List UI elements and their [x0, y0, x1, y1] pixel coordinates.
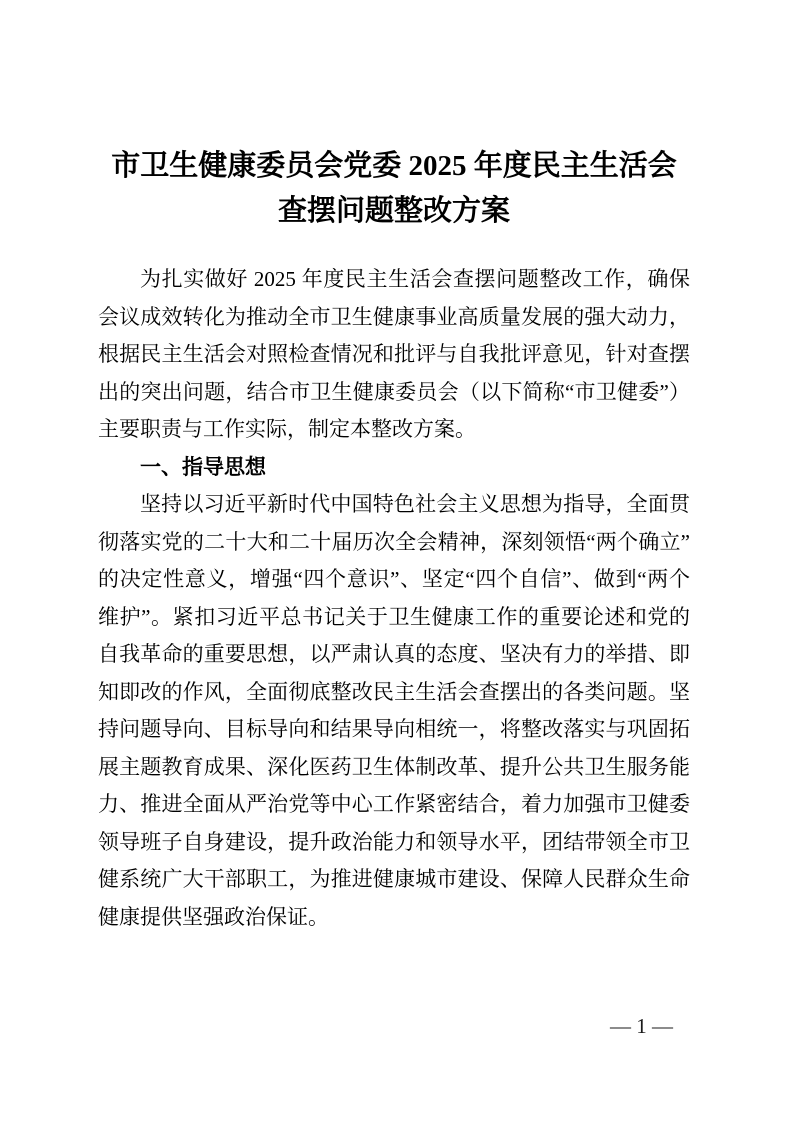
document-body	[98, 261, 690, 936]
section-heading-guiding-thought: 一、指导思想	[140, 455, 266, 479]
title-line: 市卫生健康委员会党委 2025 年度民主生活会	[111, 150, 677, 182]
document-title	[98, 144, 690, 234]
guiding-thought-paragraph: 坚持以习近平新时代中国特色社会主义思想为指导，全面贯彻落实党的二十大和二十届历次全会精神，深刻领悟“两个确立”的决定性意义，增强“四个意识”、坚定“四个自信”、做到“两个维护”。紧扣习近平总书记关于卫生健康工作的重要论述和党的自我革命的重要思想，以严肃认真的态度、坚决有力的举措、即知即改的作风，全面彻底整改民主生活会查摆出的各类问题。坚持问题导向、目标导向和结果导向相统一，将整改落实与巩固拓展主题教育成果、深化医药卫生体制改革、提升公共卫生服务能力、推进全面从严治党等中心工作紧密结合，着力加强市卫健委领导班子自身建设，提升政治能力和领导水平，团结带领全市卫健系统广大干部职工，为推进健康城市建设、保障人民群众生命健康提供坚强政治保证。	[98, 492, 690, 929]
title-line: 查摆问题整改方案	[277, 195, 510, 227]
page-footer	[610, 1014, 673, 1038]
page-number: — 1 —	[610, 1014, 673, 1038]
intro-paragraph: 为扎实做好 2025 年度民主生活会查摆问题整改工作，确保会议成效转化为推动全市卫生健康事业高质量发展的强大动力，根据民主生活会对照检查情况和批评与自我批评意见，针对查摆出的突出问题，结合市卫生健康委员会（以下简称“市卫健委”）主要职责与工作实际，制定本整改方案。	[98, 267, 690, 441]
document-content	[98, 144, 690, 936]
